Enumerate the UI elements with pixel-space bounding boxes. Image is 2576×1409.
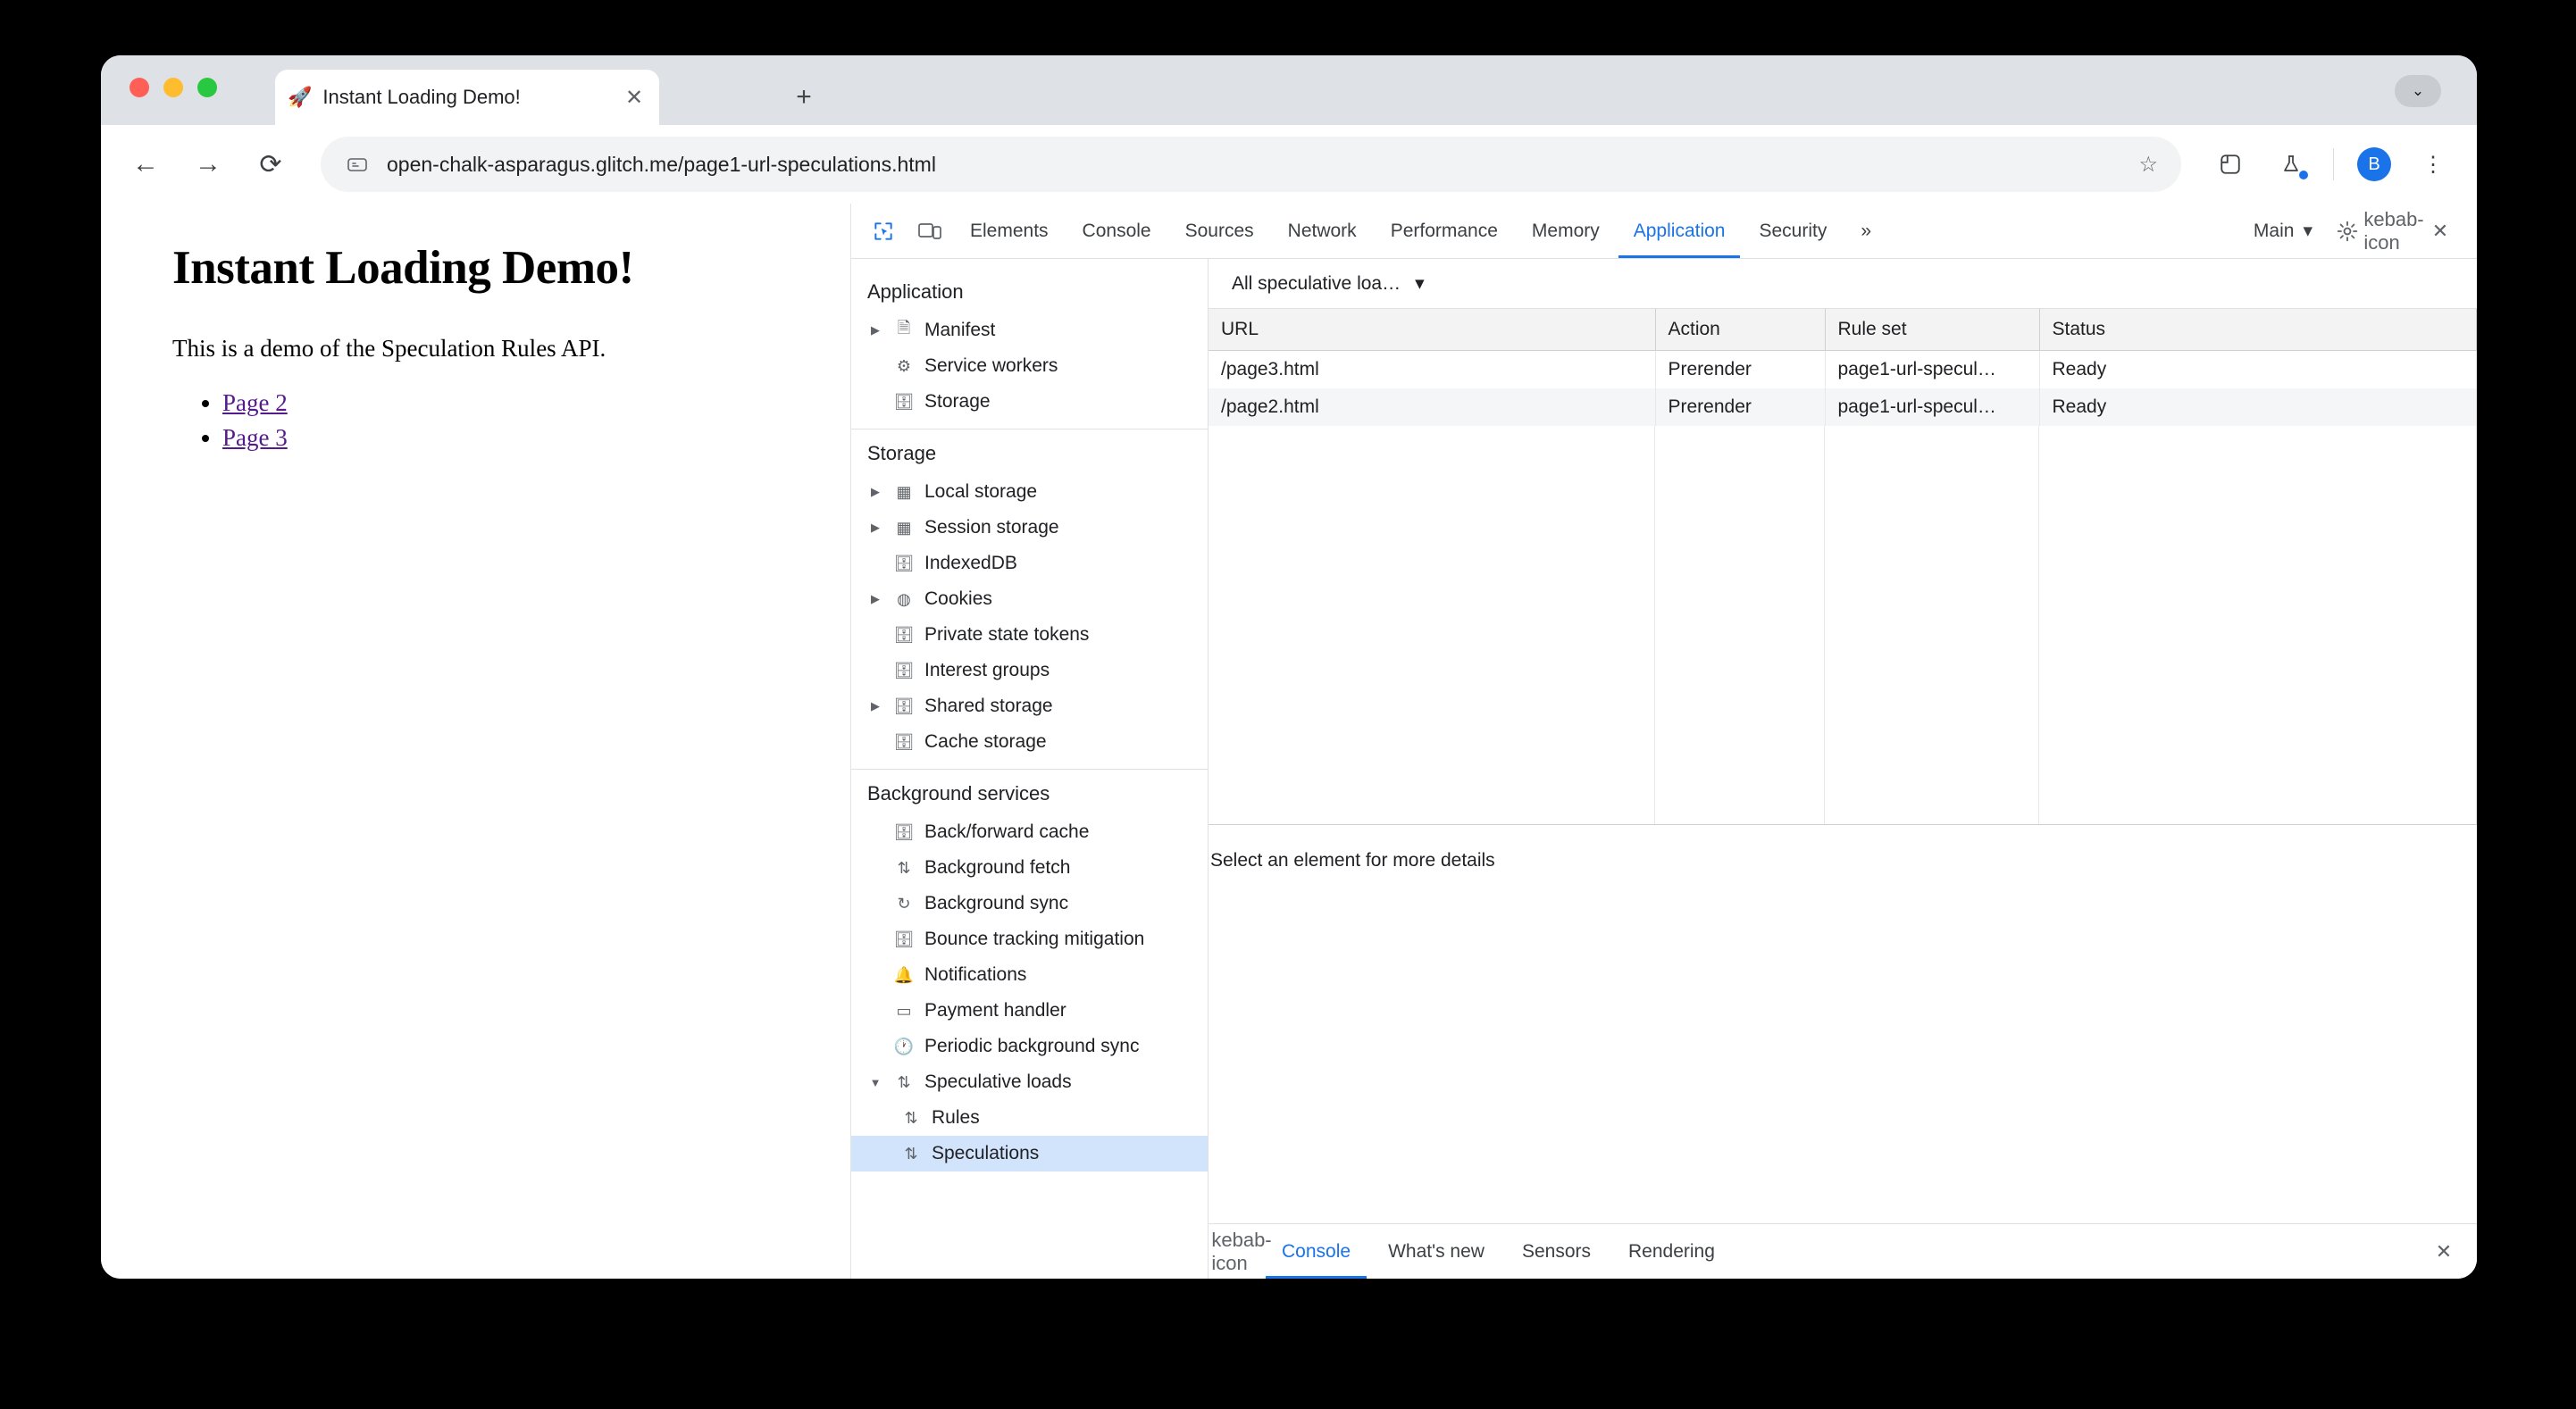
chevron-right-icon[interactable]: ▶ (871, 521, 880, 534)
sidebar-item-label: Interest groups (924, 660, 1050, 680)
column-header-rule-set[interactable]: Rule set (1825, 309, 2039, 350)
page-link-list (172, 386, 850, 455)
page-title: Instant Loading Demo! (172, 242, 634, 294)
back-button[interactable]: ← (132, 149, 159, 179)
sidebar-item-shared-storage[interactable] (851, 688, 1208, 724)
kebab-icon[interactable]: kebab-icon (1211, 1228, 1272, 1274)
sidebar-item-label: Speculative loads (924, 1071, 1072, 1092)
window-content (101, 204, 2477, 1279)
url-text[interactable]: open-chalk-asparagus.glitch.me/page1-url-speculations.html (387, 152, 936, 176)
tab-security[interactable]: Security (1759, 220, 1827, 241)
column-header-url[interactable]: URL (1209, 309, 1655, 350)
database-icon: 🗄 (893, 392, 915, 411)
grid-column-action (1655, 426, 1825, 826)
browser-tab[interactable] (275, 70, 659, 125)
column-header-status[interactable]: Status (2039, 309, 2477, 350)
cell-action: Prerender (1655, 350, 1825, 388)
sidebar-item-label: Bounce tracking mitigation (924, 929, 1145, 949)
cell-url: /page2.html (1209, 388, 1655, 426)
chevron-down-icon[interactable]: ⌄ (2395, 75, 2441, 107)
sidebar-item-bounce-tracking-mitigation[interactable] (851, 921, 1208, 957)
database-icon: 🗄 (893, 930, 915, 948)
chevron-right-icon[interactable]: ▶ (871, 592, 880, 605)
extensions-icon[interactable] (2212, 146, 2249, 183)
device-toolbar-icon[interactable] (908, 212, 951, 251)
sidebar-item-label: Periodic background sync (924, 1036, 1140, 1056)
sidebar-item-label: Manifest (924, 320, 996, 340)
sidebar-item-storage[interactable] (851, 384, 1208, 420)
application-sidebar (851, 259, 1209, 1279)
database-icon: 🗄 (893, 554, 915, 572)
table-body (1209, 350, 2477, 426)
sidebar-item-label: Notifications (924, 964, 1027, 985)
sidebar-item-label: Background sync (924, 893, 1069, 913)
maximize-window-button[interactable] (197, 78, 217, 97)
speculations-filter-bar (1209, 259, 2477, 309)
devtools-panel (851, 204, 2477, 1279)
card-icon: ▭ (896, 1001, 912, 1020)
reload-button[interactable]: ⟳ (259, 149, 282, 179)
table-row[interactable] (1209, 350, 2477, 388)
kebab-icon[interactable]: ⋮ (2422, 152, 2444, 177)
sidebar-item-label: Session storage (924, 517, 1059, 538)
database-icon: 🗄 (893, 625, 915, 644)
speculations-table-wrap[interactable] (1209, 309, 2477, 825)
more-tabs-button[interactable]: » (1861, 220, 1872, 241)
context-selector[interactable] (2246, 220, 2320, 242)
sidebar-item-label: Private state tokens (924, 624, 1090, 645)
cookie-icon: ◍ (897, 589, 911, 608)
tab-title: Instant Loading Demo! (322, 86, 521, 108)
document-icon: 🗎 (897, 319, 911, 337)
drawer-tab-whats-new[interactable]: What's new (1388, 1240, 1485, 1262)
table-empty-grid (1209, 426, 2477, 826)
sidebar-item-service-workers[interactable] (851, 348, 1208, 384)
close-icon[interactable]: ✕ (2431, 219, 2449, 242)
tab-strip (101, 55, 2477, 125)
sidebar-item-background-fetch[interactable] (851, 850, 1208, 886)
sidebar-item-label: Cookies (924, 588, 992, 609)
grid-column-status (2039, 426, 2477, 826)
new-tab-button[interactable]: + (796, 82, 812, 112)
cell-status: Ready (2039, 388, 2477, 426)
inspect-element-icon[interactable] (862, 212, 905, 251)
grid-column-rule-set (1825, 426, 2039, 826)
browser-toolbar (101, 125, 2477, 204)
chevron-down-icon: ▾ (2303, 221, 2313, 241)
drawer-tab-rendering[interactable]: Rendering (1628, 1240, 1715, 1262)
sidebar-section-storage: Storage (867, 442, 937, 464)
details-pane (1209, 825, 2477, 1223)
database-icon: 🗄 (893, 696, 915, 715)
arrows-icon: ⇅ (904, 1108, 918, 1127)
sidebar-item-interest-groups[interactable] (851, 653, 1208, 688)
table-icon: ▦ (896, 482, 912, 501)
arrows-icon: ⇅ (897, 858, 911, 877)
site-settings-icon[interactable] (344, 153, 371, 176)
sidebar-item-label: Storage (924, 391, 991, 412)
chevron-right-icon[interactable]: ▶ (871, 323, 880, 337)
sidebar-item-background-sync[interactable] (851, 886, 1208, 921)
sidebar-item-label: Background fetch (924, 857, 1071, 878)
browser-window (101, 55, 2477, 1279)
toolbar-actions (2212, 146, 2452, 183)
sidebar-item-label: Cache storage (924, 731, 1047, 752)
table-icon: ▦ (896, 518, 912, 537)
clock-icon: 🕐 (893, 1037, 915, 1055)
devtools-body (851, 259, 2477, 1279)
sidebar-item-session-storage[interactable] (851, 510, 1208, 546)
cell-status: Ready (2039, 350, 2477, 388)
table-row[interactable] (1209, 388, 2477, 426)
minimize-window-button[interactable] (163, 78, 183, 97)
devtools-toolbar-actions (2246, 207, 2466, 254)
database-icon: 🗄 (893, 661, 915, 679)
drawer-tab-console[interactable]: Console (1266, 1225, 1367, 1279)
sidebar-item-label: Shared storage (924, 696, 1053, 716)
sidebar-item-rules[interactable] (851, 1100, 1208, 1136)
arrows-icon: ⇅ (897, 1072, 911, 1091)
sidebar-item-cookies[interactable] (851, 581, 1208, 617)
sync-icon: ↻ (897, 894, 911, 913)
speculation-filter-select[interactable] (1223, 269, 1434, 298)
bookmark-star-icon[interactable]: ☆ (2138, 152, 2158, 177)
details-placeholder: Select an element for more details (1210, 850, 1495, 871)
avatar[interactable]: B (2357, 147, 2391, 181)
database-icon: 🗄 (893, 822, 915, 841)
sidebar-item-speculations[interactable] (851, 1136, 1208, 1171)
speculations-table (1209, 309, 2477, 426)
chevron-down-icon[interactable]: ▼ (869, 1075, 882, 1089)
sidebar-item-label: Local storage (924, 481, 1038, 502)
sidebar-item-label: Rules (932, 1107, 980, 1128)
labs-icon[interactable] (2272, 146, 2310, 183)
tab-memory[interactable]: Memory (1531, 220, 1600, 241)
sidebar-item-notifications[interactable] (851, 957, 1208, 993)
arrows-icon: ⇅ (904, 1144, 918, 1163)
sidebar-item-label: Speculations (932, 1143, 1040, 1163)
devtools-drawer (1209, 1223, 2477, 1279)
list-item (222, 386, 850, 421)
sidebar-item-private-state-tokens[interactable] (851, 617, 1208, 653)
window-controls[interactable] (130, 78, 217, 97)
tab-network[interactable]: Network (1287, 220, 1357, 241)
sidebar-item-payment-handler[interactable] (851, 993, 1208, 1029)
tab-application[interactable]: Application (1618, 204, 1741, 258)
sidebar-item-cache-storage[interactable] (851, 724, 1208, 760)
page-paragraph: This is a demo of the Speculation Rules API. (172, 335, 606, 362)
close-icon[interactable]: ✕ (2435, 1239, 2453, 1263)
link-page-2[interactable]: Page 2 (222, 389, 288, 416)
tab-performance[interactable]: Performance (1390, 220, 1498, 241)
forward-button[interactable]: → (195, 149, 222, 179)
chevron-down-icon: ▾ (1415, 273, 1425, 294)
toolbar-divider (2333, 148, 2334, 180)
cell-action: Prerender (1655, 388, 1825, 426)
devtools-tabbar (851, 204, 2477, 259)
link-page-3[interactable]: Page 3 (222, 424, 288, 452)
drawer-tab-sensors[interactable]: Sensors (1521, 1240, 1591, 1262)
notification-dot (2299, 171, 2308, 179)
database-icon: 🗄 (893, 732, 915, 751)
address-bar[interactable] (321, 137, 2181, 192)
rocket-icon: 🚀 (288, 86, 313, 108)
sidebar-item-label: Service workers (924, 355, 1058, 376)
tab-elements[interactable]: Elements (970, 220, 1049, 241)
table-header-row (1209, 309, 2477, 350)
cell-rule-set: page1-url-specul… (1825, 388, 2039, 426)
context-label: Main (2253, 220, 2295, 241)
filter-value: All speculative loa… (1232, 272, 1401, 294)
sidebar-item-speculative-loads[interactable] (851, 1064, 1208, 1100)
web-page (101, 204, 851, 1279)
sidebar-item-label: Back/forward cache (924, 821, 1090, 842)
cell-rule-set: page1-url-specul… (1825, 350, 2039, 388)
tab-sources[interactable]: Sources (1184, 220, 1254, 241)
sidebar-item-manifest[interactable] (851, 313, 1208, 348)
table-header (1209, 309, 2477, 350)
sidebar-item-periodic-background-sync[interactable] (851, 1029, 1208, 1064)
close-window-button[interactable] (130, 78, 149, 97)
sidebar-item-label: IndexedDB (924, 553, 1017, 573)
grid-column-url (1209, 426, 1655, 826)
gear-icon: ⚙ (896, 356, 912, 375)
column-header-action[interactable]: Action (1655, 309, 1825, 350)
close-icon[interactable]: ✕ (624, 85, 644, 110)
gear-icon[interactable] (2329, 213, 2366, 250)
sidebar-item-local-storage[interactable] (851, 474, 1208, 510)
speculations-panel (1209, 259, 2477, 1279)
sidebar-item-indexeddb[interactable] (851, 546, 1208, 581)
cell-url: /page3.html (1209, 350, 1655, 388)
sidebar-item-back-forward-cache[interactable] (851, 814, 1208, 850)
sidebar-section-background-services: Background services (867, 782, 1050, 805)
tab-console[interactable]: Console (1082, 220, 1151, 241)
kebab-icon[interactable]: kebab-icon (2363, 207, 2424, 254)
bell-icon: 🔔 (893, 965, 915, 984)
list-item (222, 421, 850, 455)
chevron-right-icon[interactable]: ▶ (871, 485, 880, 498)
sidebar-section-application: Application (867, 280, 964, 303)
sidebar-item-label: Payment handler (924, 1000, 1066, 1021)
chevron-right-icon[interactable]: ▶ (871, 699, 880, 713)
